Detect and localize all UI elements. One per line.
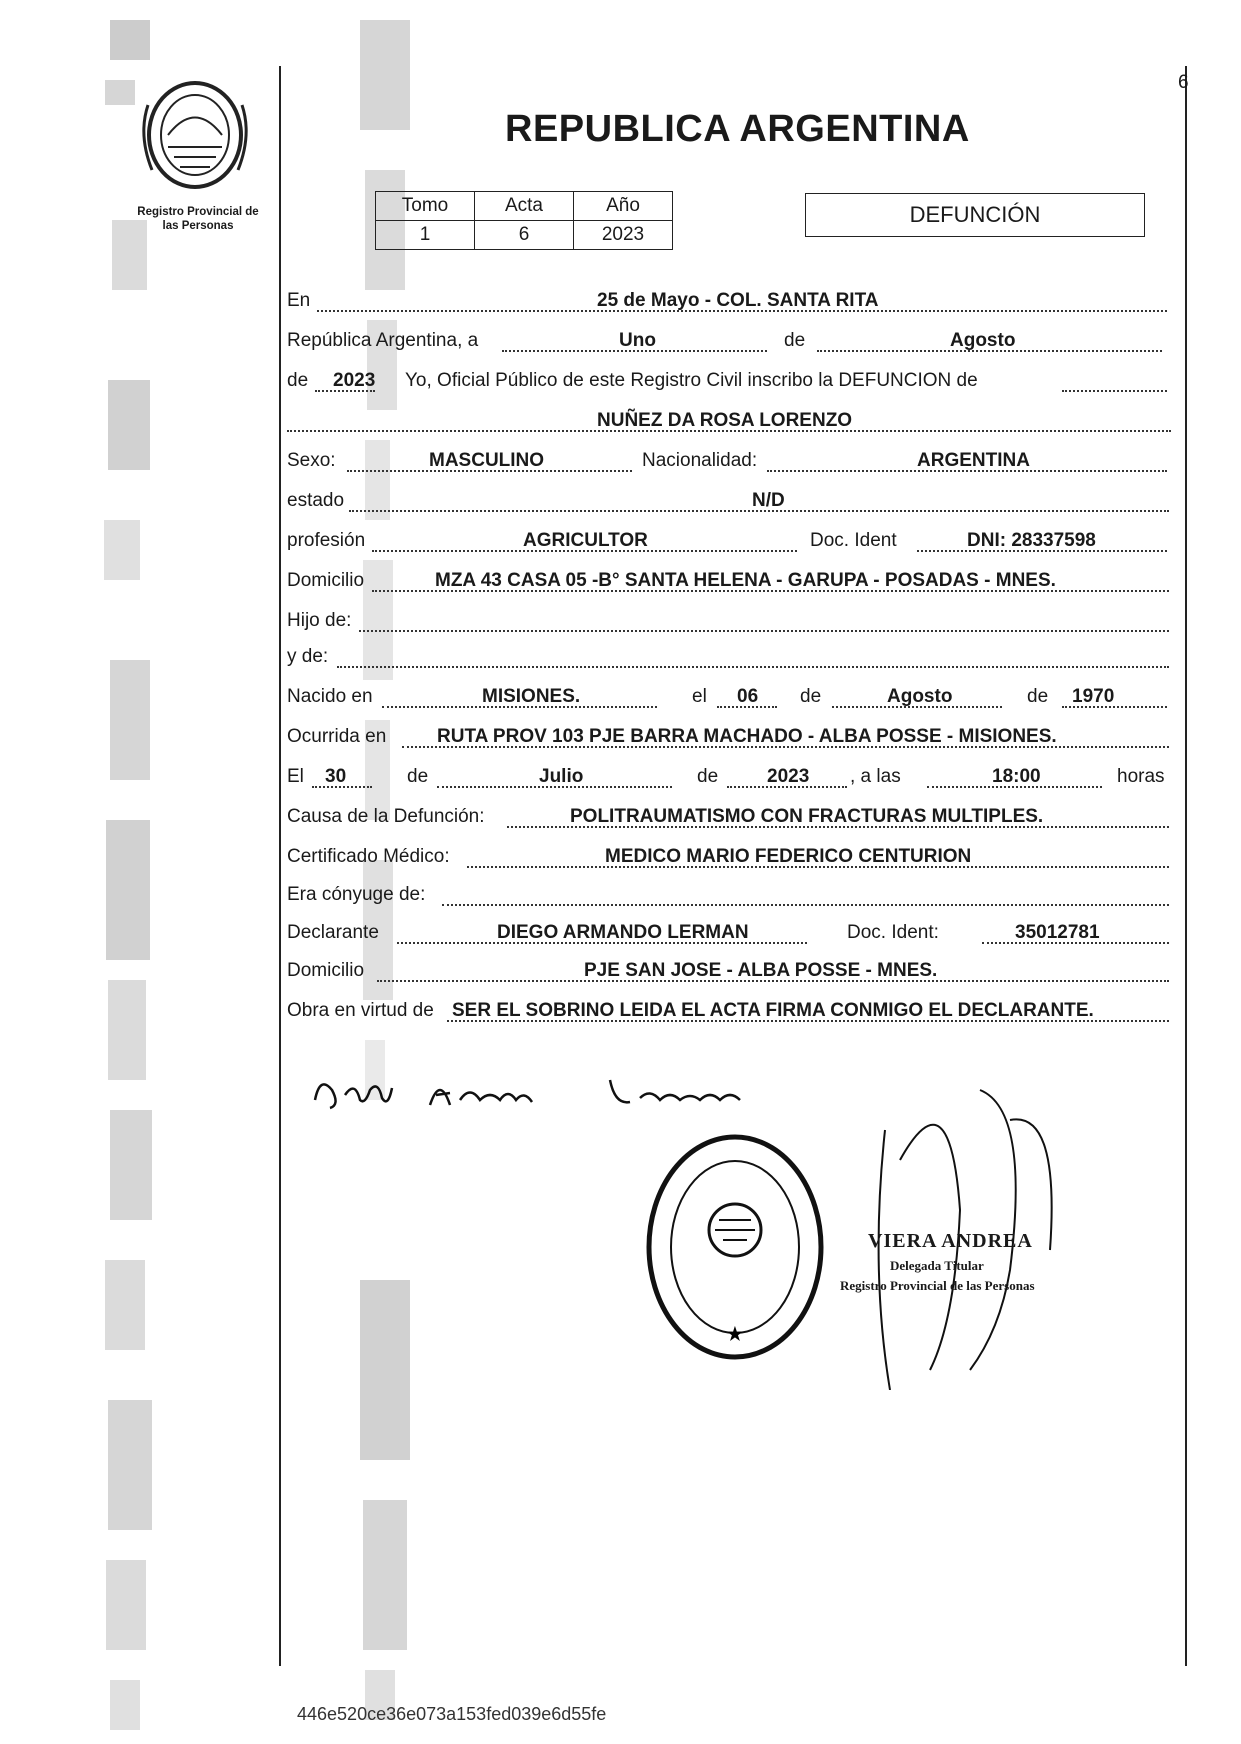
registration-table (375, 191, 673, 250)
value-domicilio: MZA 43 CASA 05 -B° SANTA HELENA - GARUPA - POSADAS - MNES. (435, 570, 1056, 591)
label-nacionalidad: Nacionalidad: (642, 450, 758, 471)
anio-header: Año (574, 192, 673, 221)
label-el: el (692, 686, 707, 707)
label-decl-domicilio: Domicilio (287, 960, 365, 981)
value-decl-doc: 35012781 (1015, 922, 1100, 943)
label-causa: Causa de la Defunción: (287, 806, 485, 827)
value-place: 25 de Mayo - COL. SANTA RITA (597, 290, 879, 311)
row-nacido (287, 680, 1171, 714)
page-number: 6 (1178, 72, 1189, 93)
label-republica: República Argentina, a (287, 330, 479, 351)
label-obra: Obra en virtud de (287, 1000, 434, 1021)
row-date (287, 324, 1171, 358)
row-declarante (287, 916, 1171, 950)
row-ocurrida (287, 720, 1171, 754)
label-de: de (784, 330, 806, 351)
label-horas: horas (1117, 766, 1165, 787)
value-nacido: MISIONES. (482, 686, 581, 707)
value-sexo: MASCULINO (429, 450, 545, 471)
row-death-date (287, 760, 1171, 794)
official-name: VIERA ANDREA (868, 1230, 1033, 1252)
label-de: de (407, 766, 429, 787)
value-day-words: Uno (619, 330, 656, 351)
label-declarante: Declarante (287, 922, 379, 943)
dotted-line (359, 630, 1169, 632)
stamp-star: ★ (726, 1324, 744, 1344)
anio-value: 2023 (574, 221, 673, 250)
row-name (287, 404, 1171, 438)
value-causa: POLITRAUMATISMO CON FRACTURAS MULTIPLES. (570, 806, 1044, 827)
value-estado: N/D (752, 490, 785, 511)
value-death-year: 2023 (767, 766, 810, 787)
yo-statement: Yo, Oficial Público de este Registro Civil inscribo la DEFUNCION de (405, 370, 978, 391)
label-de: de (1027, 686, 1049, 707)
row-hijo (287, 604, 1171, 638)
document-hash: 446e520ce36e073a153fed039e6d55fe (297, 1704, 607, 1724)
value-birth-month: Agosto (887, 686, 953, 707)
value-profesion: AGRICULTOR (523, 530, 648, 551)
dotted-line (1062, 390, 1167, 392)
document-type-box: DEFUNCIÓN (805, 193, 1145, 237)
label-ocurrida: Ocurrida en (287, 726, 387, 747)
value-birth-year: 1970 (1072, 686, 1115, 707)
left-margin-line (279, 66, 281, 1666)
value-birth-day: 06 (737, 686, 759, 707)
row-causa (287, 800, 1171, 834)
label-domicilio: Domicilio (287, 570, 365, 591)
label-alas: , a las (850, 766, 901, 787)
label-de: de (800, 686, 822, 707)
right-margin-line (1185, 66, 1187, 1666)
row-en (287, 284, 1171, 318)
value-death-month: Julio (539, 766, 584, 787)
value-year: 2023 (333, 370, 376, 391)
dotted-line (442, 904, 1169, 906)
row-yo (287, 364, 1171, 398)
tomo-value: 1 (376, 221, 475, 250)
acta-header: Acta (475, 192, 574, 221)
value-month: Agosto (950, 330, 1016, 351)
dotted-line (337, 666, 1169, 668)
label-sexo: Sexo: (287, 450, 336, 471)
label-estado: estado (287, 490, 345, 511)
row-conyuge (287, 878, 1171, 912)
label-yde: y de: (287, 646, 329, 667)
province-logo-icon (138, 75, 253, 195)
value-certificado: MEDICO MARIO FEDERICO CENTURION (605, 846, 972, 867)
value-decl-domicilio: PJE SAN JOSE - ALBA POSSE - MNES. (584, 960, 938, 981)
value-ocurrida: RUTA PROV 103 PJE BARRA MACHADO - ALBA POSSE - MISIONES. (437, 726, 1057, 747)
label-conyuge: Era cónyuge de: (287, 884, 426, 905)
value-obra: SER EL SOBRINO LEIDA EL ACTA FIRMA CONMIGO EL DECLARANTE. (452, 1000, 1094, 1021)
label-certificado: Certificado Médico: (287, 846, 450, 867)
value-death-time: 18:00 (992, 766, 1041, 787)
row-yde (287, 640, 1171, 674)
label-hijo: Hijo de: (287, 610, 352, 631)
value-death-day: 30 (325, 766, 347, 787)
row-decl-domicilio (287, 954, 1171, 988)
label-decl-doc: Doc. Ident: (847, 922, 939, 943)
tomo-header: Tomo (376, 192, 475, 221)
page-title: REPUBLICA ARGENTINA (505, 108, 970, 150)
official-office: Registro Provincial de las Personas (840, 1278, 1035, 1293)
scan-noise-left (100, 20, 170, 1740)
label-nacido: Nacido en (287, 686, 373, 707)
registry-caption: Registro Provincial de las Personas (137, 206, 259, 232)
label-en: En (287, 290, 311, 311)
label-de: de (287, 370, 309, 391)
label-El: El (287, 766, 304, 787)
acta-value: 6 (475, 221, 574, 250)
row-certificado (287, 840, 1171, 874)
label-doc-ident: Doc. Ident (810, 530, 897, 551)
declarant-signature (310, 1060, 770, 1130)
official-title: Delegada Titular (890, 1258, 984, 1273)
label-de: de (697, 766, 719, 787)
row-domicilio (287, 564, 1171, 598)
value-declarante: DIEGO ARMANDO LERMAN (497, 922, 749, 943)
label-profesion: profesión (287, 530, 366, 551)
row-estado (287, 484, 1171, 518)
registry-stamp (643, 1130, 828, 1365)
value-deceased-name: NUÑEZ DA ROSA LORENZO (597, 410, 853, 431)
value-dni: DNI: 28337598 (967, 530, 1096, 551)
row-obra (287, 994, 1171, 1028)
value-nacionalidad: ARGENTINA (917, 450, 1030, 471)
row-sexo (287, 444, 1171, 478)
row-profesion (287, 524, 1171, 558)
